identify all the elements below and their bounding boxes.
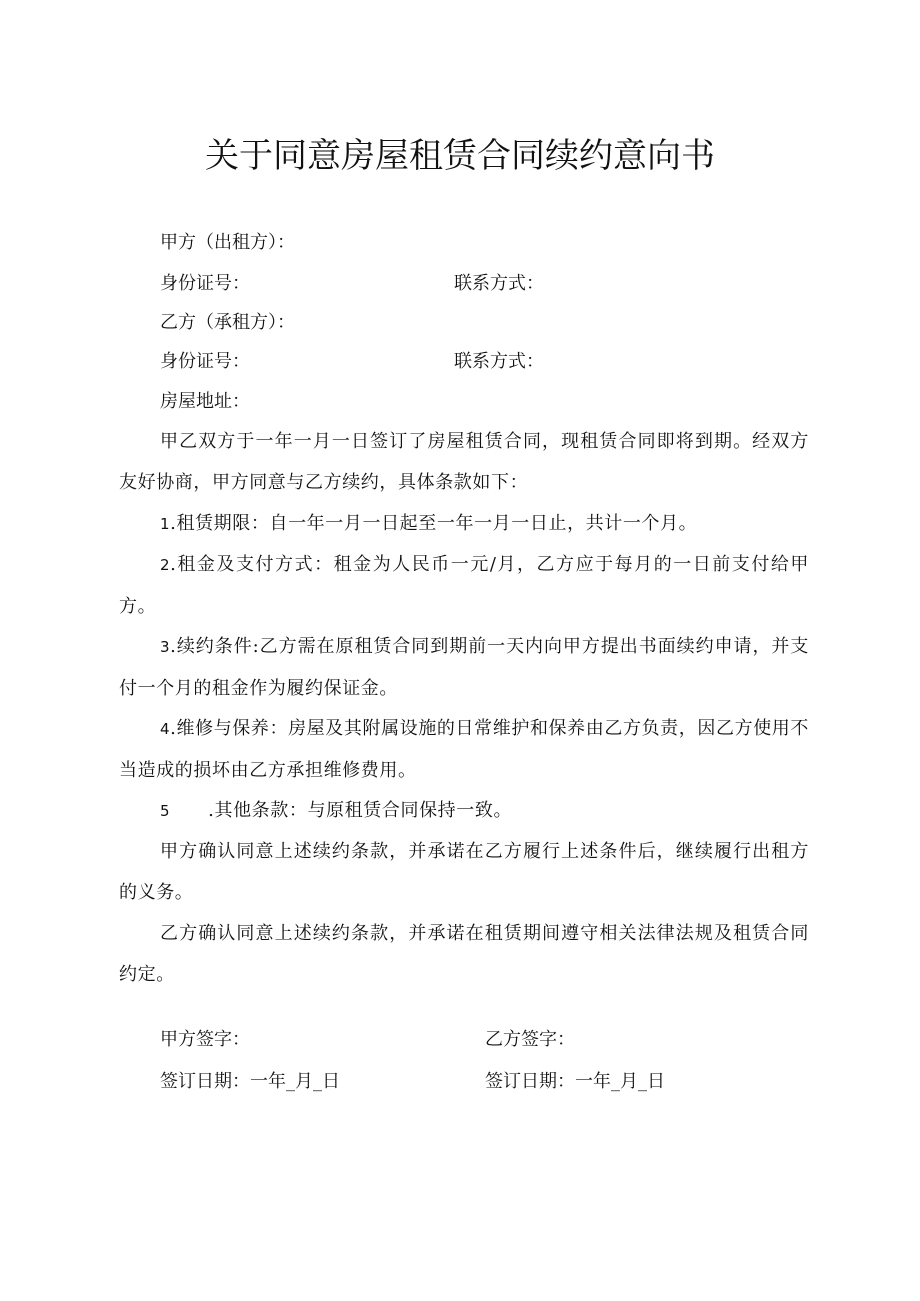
clause-3-number: 3	[160, 638, 171, 656]
party-a-date-label: 签订日期：一年_月_日	[160, 1071, 340, 1092]
party-b-contact-label: 联系方式：	[454, 351, 544, 372]
clause-2	[119, 544, 809, 627]
clause-4-text: .维修与保养：房屋及其附属设施的日常维护和保养由乙方负责，因乙方使用不当造成的损坏由乙方承担维修费用。	[119, 718, 809, 781]
party-b-signature-label: 乙方签字：	[485, 1029, 575, 1050]
document-title: 关于同意房屋租赁合同续约意向书	[205, 136, 715, 176]
clause-2-number: 2	[160, 556, 171, 574]
party-a-label: 甲方（出租方）：	[160, 232, 295, 253]
clause-1-text: .租赁期限：自一年一月一日起至一年一月一日止，共计一个月。	[170, 513, 698, 534]
clause-3	[119, 626, 809, 709]
intro-paragraph: 甲乙双方于一年一月一日签订了房屋租赁合同，现租赁合同即将到期。经双方友好协商，甲方同意与乙方续约，具体条款如下：	[119, 431, 809, 493]
clause-1	[119, 503, 809, 545]
party-a-signature-label: 甲方签字：	[160, 1029, 250, 1050]
party-a-confirm-paragraph: 甲方确认同意上述续约条款，并承诺在乙方履行上述条件后，继续履行出租方的义务。	[119, 841, 809, 903]
address-label: 房屋地址：	[160, 391, 250, 412]
party-b-label: 乙方（承租方）：	[160, 312, 295, 333]
clause-5	[119, 790, 809, 832]
party-a-contact-label: 联系方式：	[454, 273, 544, 294]
party-a-id-label: 身份证号：	[160, 273, 250, 294]
party-b-date-label: 签订日期：一年_月_日	[485, 1071, 665, 1092]
clause-1-number: 1	[160, 515, 171, 533]
clause-5-number: 5	[160, 802, 171, 820]
party-b-confirm-paragraph: 乙方确认同意上述续约条款，并承诺在租赁期间遵守相关法律法规及租赁合同约定。	[119, 923, 809, 985]
clause-3-text: .续约条件:乙方需在原租赁合同到期前一天内向甲方提出书面续约申请，并支付一个月的租金作为履约保证金。	[119, 636, 809, 699]
clause-4	[119, 708, 809, 791]
party-b-id-label: 身份证号：	[160, 351, 250, 372]
clause-5-text: .其他条款：与原租赁合同保持一致。	[208, 800, 513, 821]
clause-4-number: 4	[160, 720, 171, 738]
clause-2-text: .租金及支付方式：租金为人民币一元/月，乙方应于每月的一日前支付给甲方。	[119, 554, 809, 617]
